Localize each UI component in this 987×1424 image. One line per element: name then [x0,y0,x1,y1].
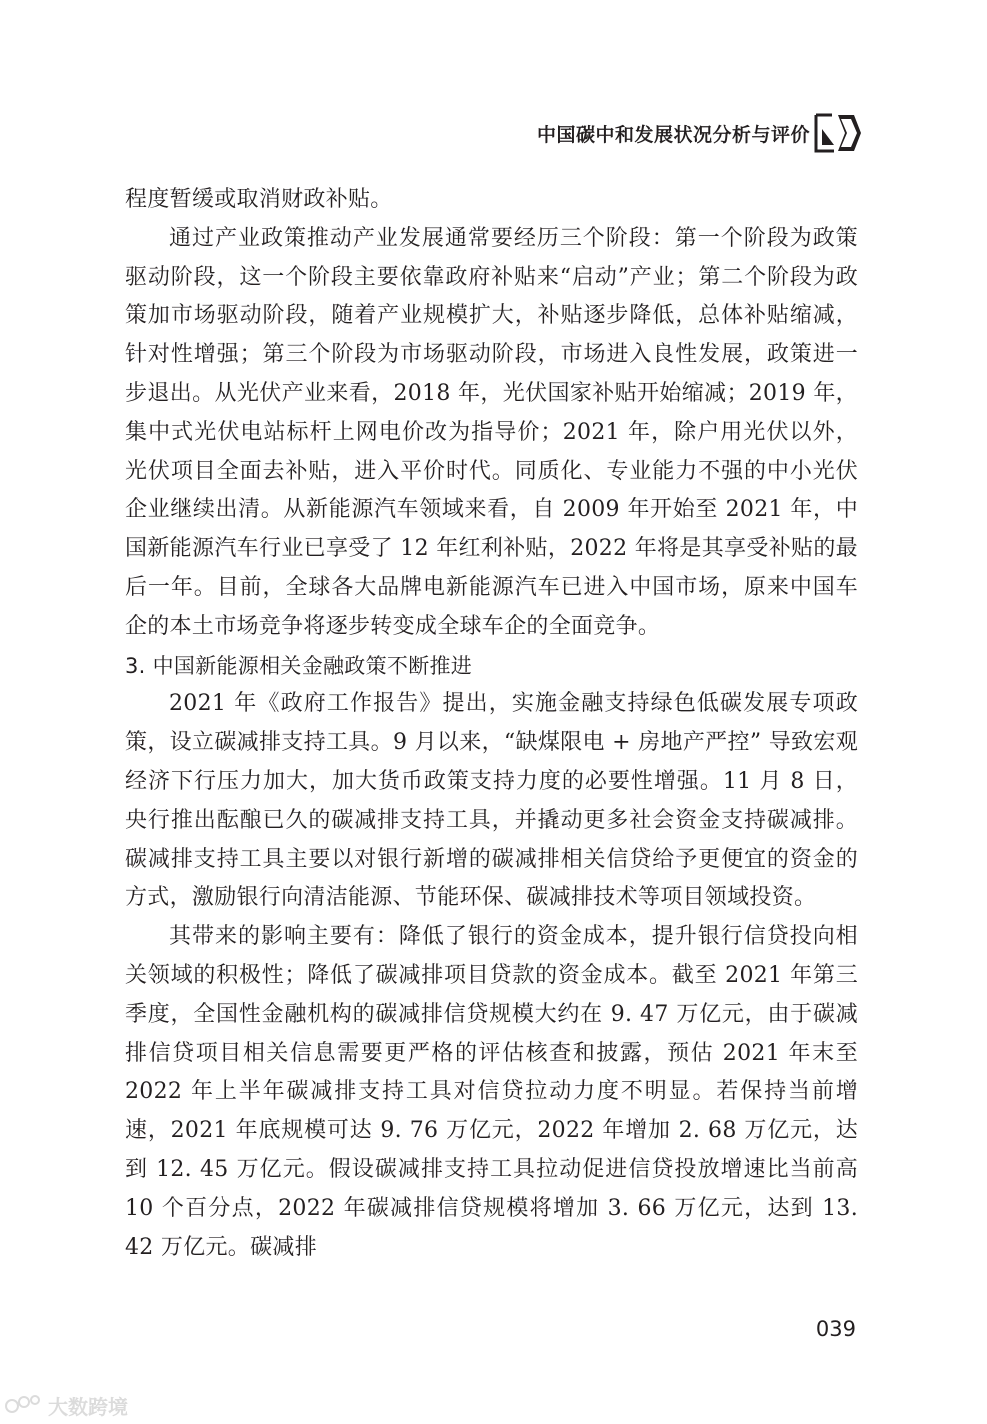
section-heading: 3. 中国新能源相关金融政策不断推进 [125,653,473,678]
chevron-bracket-logo-icon [814,111,862,155]
paragraph-continuation: 程度暂缓或取消财政补贴。 [125,187,393,212]
paragraph-industrial-policy: 通过产业政策推动产业发展通常要经历三个阶段：第一个阶段为政策驱动阶段，这一个阶段主要依靠政府补贴来“启动”产业；第二个阶段为政策加市场驱动阶段，随着产业规模扩大，补贴逐步降低，总体补贴缩减，针对性增强；第三个阶段为市场驱动阶段，市场进入良性发展，政策进一步退出。从光伏产业来看，2018 年，光伏国家补贴开始缩减；2019 年，集中式光伏电站标杆上网电价改为指导价；2021 年，除户用光伏以外，光伏项目全面去补贴，进入平价时代。同质化、专业能力不强的中小光伏企业继续出清。从新能源汽车领域来看，自 2009 年开始至 2021 年，中国新能源汽车行业已享受了 12 年红利补贴，2022 年将是其享受补贴的最后一年。目前，全球各大品牌电新能源汽车已进入中国市场，原来中国车企的本土市场竞争将逐步转变成全球车企的全面竞争。 [125,225,858,639]
running-header-title: 中国碳中和发展状况分析与评价 [536,124,810,146]
page-number: 039 [815,1317,856,1341]
paragraph-impact: 其带来的影响主要有：降低了银行的资金成本，提升银行信贷投向相关领域的积极性；降低了碳减排项目贷款的资金成本。截至 2021 年第三季度，全国性金融机构的碳减排信贷规模大约在 9. 47 万亿元，由于碳减排信贷项目相关信息需要更严格的评估核查和披露，预估 2021 年末至 2022 年上半年碳减排支持工具对信贷拉动力度不明显。若保持当前增速，2021 年底规模可达 9. 76 万亿元，2022 年增加 2. 68 万亿元，达到 12. 45 万亿元。假设碳减排支持工具拉动促进信贷投放增速比当前高 10 个百分点，2022 年碳减排信贷规模将增加 3. 66 万亿元，达到 13. 42 万亿元。碳减排 [125,924,858,1260]
watermark-text: 大数跨境 [48,1394,128,1419]
watermark [4,1390,128,1420]
page-body [125,181,858,1267]
watermark-logo-icon [4,1392,44,1418]
paragraph-finance-policy: 2021 年《政府工作报告》提出，实施金融支持绿色低碳发展专项政策，设立碳减排支持工具。9 月以来，“缺煤限电 + 房地产严控” 导致宏观经济下行压力加大，加大货币政策支持力度的必要性增强。11 月 8 日，央行推出酝酿已久的碳减排支持工具，并撬动更多社会资金支持碳减排。碳减排支持工具主要以对银行新增的碳减排相关信贷给予更便宜的资金的方式，激励银行向清洁能源、节能环保、碳减排技术等项目领域投资。 [125,691,858,911]
